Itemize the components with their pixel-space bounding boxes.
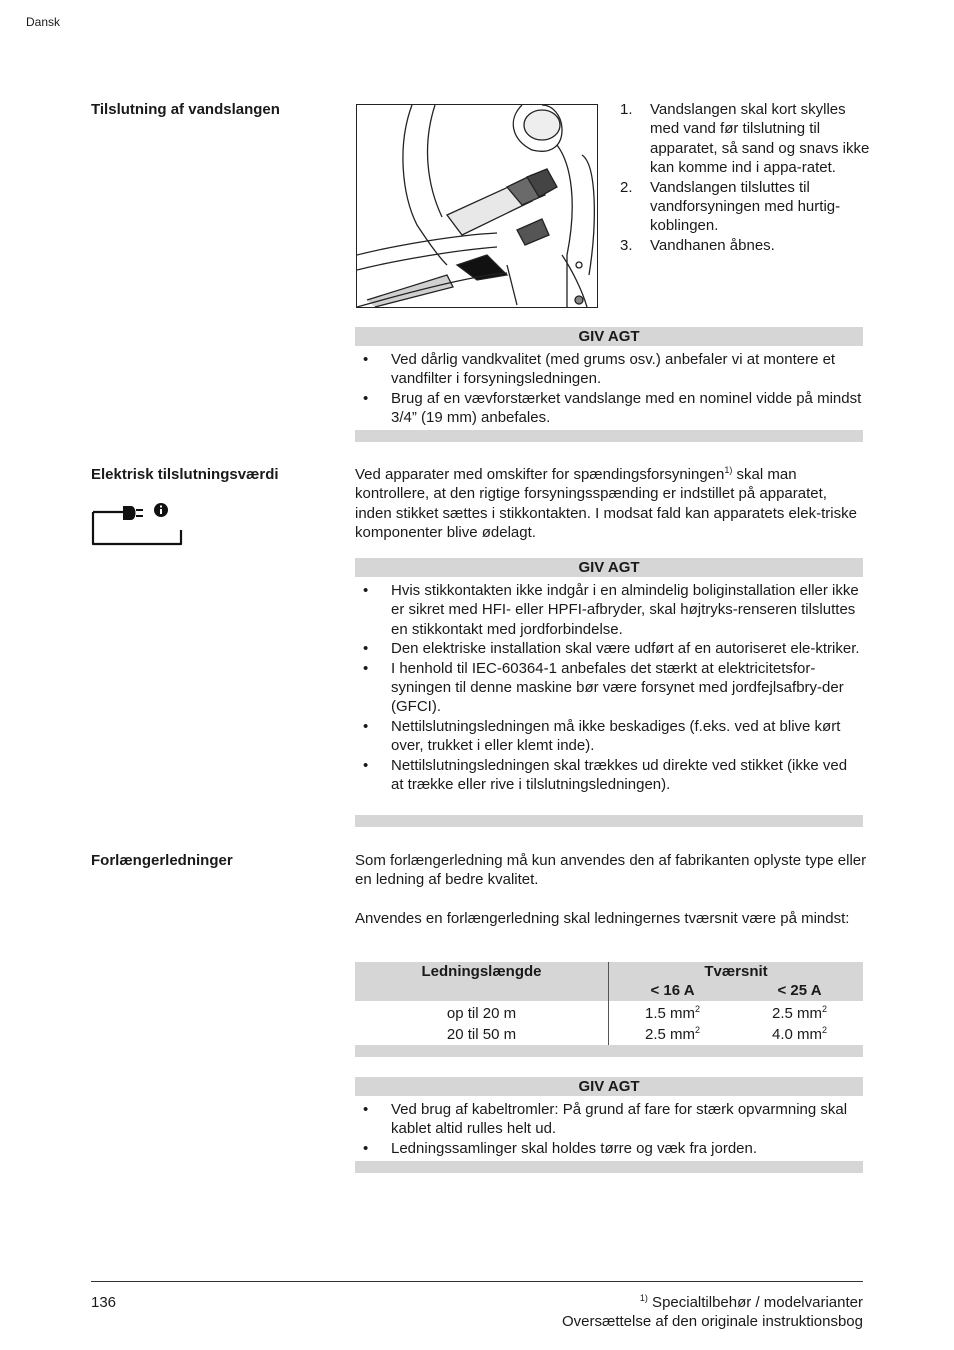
footnote-marker: 1) bbox=[724, 465, 733, 475]
step-number: 2. bbox=[620, 178, 633, 196]
table-header-25a: < 25 A bbox=[736, 981, 863, 1000]
cell-value: 2.5 mm bbox=[644, 1025, 695, 1043]
warning-footer-bar bbox=[355, 430, 863, 442]
footnote-line bbox=[562, 1293, 863, 1312]
warning-item-text: Nettilslutningsledningen skal trækkes ud direkte ved stikket (ikke ved at trække eller rive i tilslutningsledningen). bbox=[391, 756, 848, 794]
paragraph-text: skal man kontrollere, at den rigtige forsyningsspænding er indstillet på apparatet, inden stikket sættes i stikkontakten. I modsat fald kan apparatets elek-triske komponenter blive ødelagt. bbox=[355, 466, 857, 542]
document-subtitle: Oversættelse af den originale instruktionsbog bbox=[562, 1313, 863, 1331]
bullet-icon: • bbox=[363, 717, 369, 735]
warning-item-text: Ledningssamlinger skal holdes tørre og væk fra jorden. bbox=[391, 1139, 758, 1157]
warning-item-text: Nettilslutningsledningen må ikke beskadiges (f.eks. ved at blive kørt over, trukket i eller klemt inde). bbox=[391, 717, 841, 755]
bullet-icon: • bbox=[363, 756, 369, 774]
bullet-icon: • bbox=[363, 389, 369, 407]
warning-list bbox=[355, 1100, 863, 1158]
table-cell bbox=[609, 1023, 737, 1045]
warning-item-text: Ved brug af kabeltromler: På grund af fare for stærk opvarmning skal kablet altid rulles helt ud. bbox=[391, 1101, 848, 1138]
bullet-icon: • bbox=[363, 1101, 369, 1118]
step-number: 1. bbox=[620, 101, 633, 118]
table-cell: 20 til 50 m bbox=[355, 1023, 609, 1045]
warning-list bbox=[355, 581, 863, 794]
list-item bbox=[355, 1139, 863, 1158]
table-header-cross-section: Tværsnit bbox=[609, 962, 864, 981]
table-cell bbox=[609, 1001, 737, 1023]
connection-steps-list bbox=[620, 100, 870, 255]
list-item bbox=[355, 350, 863, 389]
list-item bbox=[355, 1100, 863, 1139]
warning-footer-bar bbox=[355, 1161, 863, 1173]
footnote-text: Specialtilbehør / modelvarianter bbox=[647, 1294, 863, 1311]
extension-paragraph-1: Som forlængerledning må kun anvendes den af fabrikanten oplyste type eller en ledning af bedre kvalitet. bbox=[355, 852, 867, 889]
warning-header: GIV AGT bbox=[355, 1077, 863, 1096]
table-header-length: Ledningslængde bbox=[355, 962, 609, 1001]
list-item bbox=[620, 236, 870, 255]
section-title-electrical: Elektrisk tilslutningsværdi bbox=[91, 466, 279, 483]
step-text: Vandhanen åbnes. bbox=[650, 236, 775, 254]
table-cell bbox=[736, 1023, 863, 1045]
bullet-icon: • bbox=[363, 1139, 369, 1157]
unit-exponent: 2 bbox=[695, 1024, 701, 1035]
unit-exponent: 2 bbox=[695, 1003, 701, 1014]
paragraph-text: Ved apparater med omskifter for spændingsforsyningen bbox=[355, 466, 725, 483]
warning-item-text: I henhold til IEC-60364-1 anbefales det stærkt at elektricitetsfor-syningen til denne maskine bør være forsynet med jordfejlsafbry-der (GFCI). bbox=[391, 659, 844, 716]
table-footer-bar bbox=[355, 1045, 863, 1057]
extension-paragraph-2: Anvendes en forlængerledning skal ledningernes tværsnit være på mindst: bbox=[355, 910, 850, 927]
warning-item-text: Brug af en vævforstærket vandslange med en nominel vidde på mindst 3/4” (19 mm) anbefales. bbox=[391, 389, 862, 427]
list-item bbox=[355, 389, 863, 428]
bullet-icon: • bbox=[363, 582, 369, 599]
footer-notes bbox=[562, 1293, 863, 1332]
bullet-icon: • bbox=[363, 640, 369, 658]
page-number: 136 bbox=[91, 1294, 117, 1311]
table-cell: op til 20 m bbox=[355, 1001, 609, 1023]
list-item bbox=[355, 581, 863, 639]
footnote-marker: 1) bbox=[639, 1293, 648, 1303]
list-item bbox=[620, 100, 870, 178]
list-item bbox=[355, 659, 863, 717]
table-row bbox=[355, 1001, 863, 1023]
warning-header: GIV AGT bbox=[355, 327, 863, 346]
voltage-paragraph bbox=[355, 465, 867, 543]
table-header-16a: < 16 A bbox=[609, 981, 737, 1000]
section-title-extension-cords: Forlængerledninger bbox=[91, 852, 233, 869]
warning-footer-bar bbox=[355, 815, 863, 827]
warning-header: GIV AGT bbox=[355, 558, 863, 577]
list-item bbox=[355, 756, 863, 795]
cell-value: 2.5 mm bbox=[771, 1004, 822, 1022]
step-text: Vandslangen skal kort skylles med vand før tilslutning til apparatet, så sand og snavs ikke kan komme ind i appa-ratet. bbox=[650, 101, 870, 177]
warning-item-text: Hvis stikkontakten ikke indgår i en almindelig boliginstallation eller ikke er sikret med HFI- eller HPFI-afbryder, skal højtryks-renseren tilsluttes en stikkontakt med jordforbindelse. bbox=[391, 582, 859, 638]
cross-section-table bbox=[355, 962, 863, 1045]
warning-item-text: Den elektriske installation skal være udført af en autoriseret ele-ktriker. bbox=[391, 640, 860, 658]
table-cell bbox=[736, 1001, 863, 1023]
list-item bbox=[355, 639, 863, 658]
bullet-icon: • bbox=[363, 351, 369, 368]
unit-exponent: 2 bbox=[822, 1024, 828, 1035]
cell-value: 1.5 mm bbox=[644, 1004, 695, 1022]
section-title-water-hose: Tilslutning af vandslangen bbox=[91, 101, 280, 118]
step-text: Vandslangen tilsluttes til vandforsyningen med hurtig-koblingen. bbox=[650, 178, 841, 235]
list-item bbox=[355, 717, 863, 756]
warning-item-text: Ved dårlig vandkvalitet (med grums osv.) anbefaler vi at montere et vandfilter i forsyningsledningen. bbox=[391, 351, 836, 388]
warning-list bbox=[355, 350, 863, 428]
hose-connection-illustration bbox=[356, 104, 598, 308]
list-item bbox=[620, 178, 870, 236]
language-label: Dansk bbox=[26, 15, 61, 29]
footer-divider bbox=[91, 1281, 863, 1282]
bullet-icon: • bbox=[363, 659, 369, 677]
cell-value: 4.0 mm bbox=[771, 1025, 822, 1043]
step-number: 3. bbox=[620, 236, 633, 254]
power-plug-info-icon bbox=[91, 502, 183, 548]
unit-exponent: 2 bbox=[822, 1003, 828, 1014]
table-row bbox=[355, 1023, 863, 1045]
